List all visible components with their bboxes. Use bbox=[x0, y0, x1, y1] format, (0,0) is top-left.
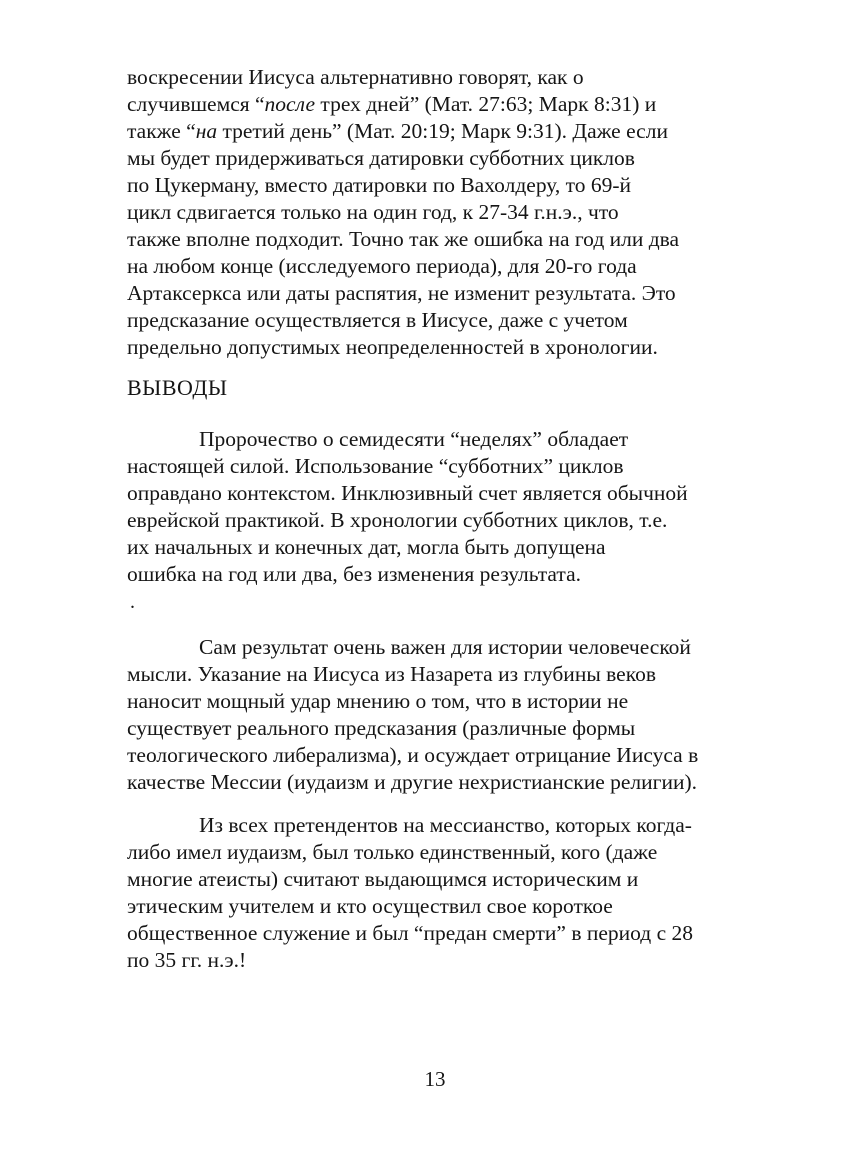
conclusion-paragraph-2 bbox=[127, 634, 747, 796]
text-line: существует реального предсказания (различные формы bbox=[127, 716, 636, 740]
text-line: мысли. Указание на Иисуса из Назарета из глубины веков bbox=[127, 662, 656, 686]
text-line bbox=[127, 91, 747, 118]
text-line: Артаксеркса или даты распятия, не изменит результата. Это bbox=[127, 281, 676, 305]
text-line: по Цукерману, вместо датировки по Вахолдеру, то 69-й bbox=[127, 173, 632, 197]
text-run: также “ bbox=[127, 119, 196, 143]
stray-mark: . bbox=[130, 591, 135, 613]
text-line: Из всех претендентов на мессианство, которых когда- bbox=[199, 813, 692, 837]
text-line: также вполне подходит. Точно так же ошибка на год или два bbox=[127, 227, 680, 251]
intro-paragraph bbox=[127, 64, 747, 361]
text-line: предельно допустимых неопределенностей в хронологии. bbox=[127, 335, 658, 359]
text-line: Сам результат очень важен для истории человеческой bbox=[199, 635, 691, 659]
text-line: Пророчество о семидесяти “неделях” обладает bbox=[199, 427, 629, 451]
text-line: предсказание осуществляется в Иисусе, даже с учетом bbox=[127, 308, 628, 332]
text-run: третий день” (Мат. 20:19; Марк 9:31). Даже если bbox=[217, 119, 668, 143]
text-line bbox=[127, 118, 747, 145]
text-line: настоящей силой. Использование “субботних” циклов bbox=[127, 454, 624, 478]
text-line: цикл сдвигается только на один год, к 27-34 г.н.э., что bbox=[127, 200, 619, 224]
text-line: мы будет придерживаться датировки субботних циклов bbox=[127, 146, 635, 170]
conclusion-paragraph-1 bbox=[127, 426, 747, 588]
text-run: случившемся “ bbox=[127, 92, 265, 116]
text-line: ошибка на год или два, без изменения результата. bbox=[127, 562, 581, 586]
text-line: еврейской практикой. В хронологии субботних циклов, т.е. bbox=[127, 508, 668, 532]
text-line: многие атеисты) считают выдающимся историческим и bbox=[127, 867, 639, 891]
section-heading: ВЫВОДЫ bbox=[127, 375, 228, 400]
conclusion-paragraph-3 bbox=[127, 812, 747, 974]
emphasis-word: после bbox=[264, 92, 316, 116]
text-line: наносит мощный удар мнению о том, что в истории не bbox=[127, 689, 629, 713]
text-line: на любом конце (исследуемого периода), для 20-го года bbox=[127, 254, 637, 278]
text-line: воскресении Иисуса альтернативно говорят, как о bbox=[127, 65, 584, 89]
text-line: этическим учителем и кто осуществил свое короткое bbox=[127, 894, 613, 918]
text-run: трех дней” (Мат. 27:63; Марк 8:31) и bbox=[315, 92, 657, 116]
text-line: либо имел иудаизм, был только единственный, кого (даже bbox=[127, 840, 658, 864]
text-line: теологического либерализма), и осуждает отрицание Иисуса в bbox=[127, 743, 699, 767]
text-line: оправдано контекстом. Инклюзивный счет является обычной bbox=[127, 481, 688, 505]
page-number: 13 bbox=[424, 1067, 446, 1091]
emphasis-word: на bbox=[195, 119, 218, 143]
text-line: по 35 гг. н.э.! bbox=[127, 948, 247, 972]
text-line: общественное служение и был “предан смерти” в период с 28 bbox=[127, 921, 694, 945]
text-line: их начальных и конечных дат, могла быть допущена bbox=[127, 535, 606, 559]
text-line: качестве Мессии (иудаизм и другие нехристианские религии). bbox=[127, 770, 698, 794]
